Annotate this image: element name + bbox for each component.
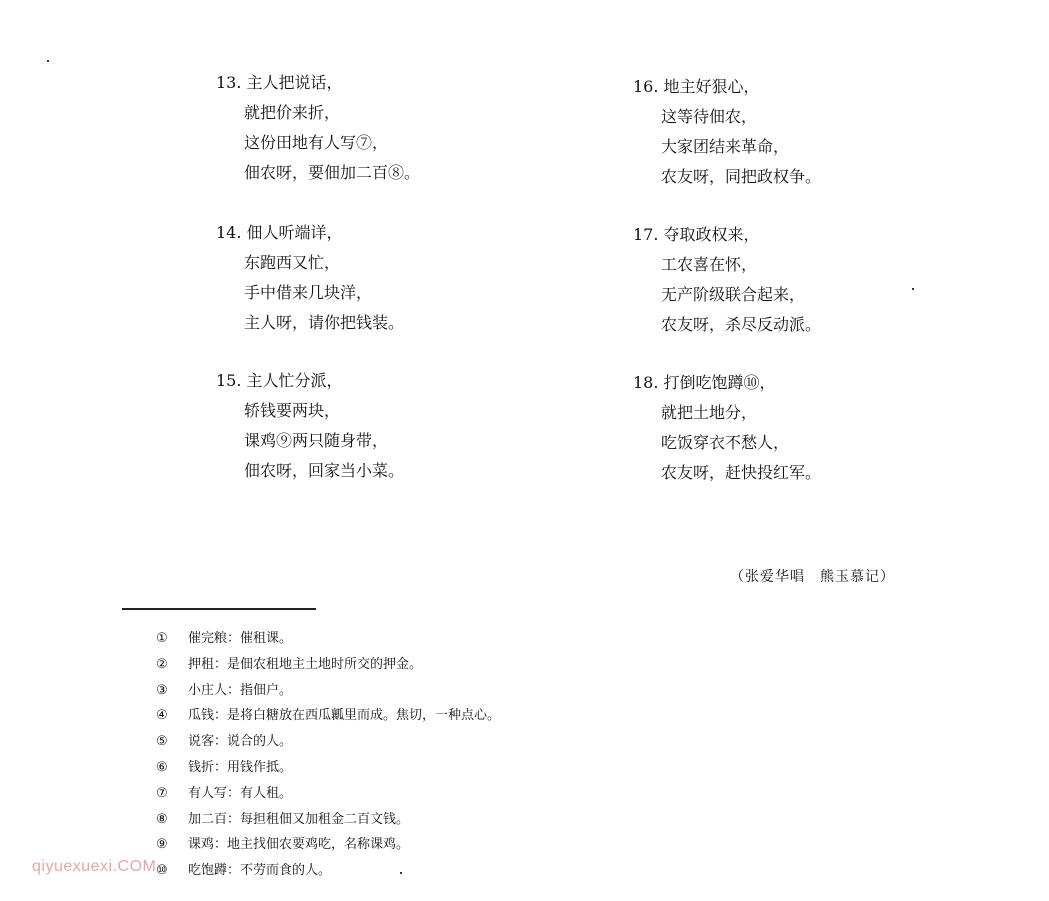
- dot-mark: [47, 60, 49, 62]
- footnote: [156, 807, 500, 833]
- verse-line: 东跑西又忙，: [244, 253, 341, 272]
- footnote-number: ⑨: [156, 837, 168, 853]
- footnote-text: 钱折：用钱作抵。: [188, 759, 293, 775]
- verse-line: 工农喜在怀，: [661, 255, 758, 274]
- verse-line: 主人呀，请你把钱装。: [244, 313, 405, 332]
- footnote-text: 小庄人：指佃户。: [188, 682, 293, 698]
- verse-line: 农友呀，赶快投红军。: [661, 463, 822, 482]
- footnote-number: ④: [156, 708, 168, 724]
- footnote-number: ⑥: [156, 759, 168, 775]
- footnotes-list: [156, 626, 500, 884]
- footnote-text: 课鸡：地主找佃农要鸡吃，名称课鸡。: [188, 837, 410, 853]
- site-watermark: qiyuexuexi.COM: [32, 858, 157, 875]
- footnote: [156, 832, 500, 858]
- footnote-number: ⑤: [156, 734, 168, 750]
- footnote: [156, 678, 500, 704]
- footnote-divider: [122, 608, 316, 610]
- footnote-text: 催完粮：催租课。: [188, 631, 293, 646]
- stanza-17: [633, 220, 821, 340]
- footnote: [156, 858, 500, 884]
- verse-line: 大家团结来革命，: [661, 137, 790, 156]
- footnote: [156, 626, 500, 652]
- footnote-text: 有人写：有人租。: [188, 785, 293, 801]
- footnote: [156, 703, 500, 729]
- singer-recorder-credit: （张爱华唱 熊玉慕记）: [730, 569, 895, 585]
- footnote: [156, 652, 500, 678]
- verse-line: 佃农呀，回家当小菜。: [244, 461, 405, 480]
- stanza-16: [633, 72, 821, 192]
- footnote-number: ②: [156, 656, 168, 672]
- verse-line: 农友呀，杀尽反动派。: [661, 315, 822, 334]
- footnote-text: 押租：是佃农租地主土地时所交的押金。: [188, 656, 423, 672]
- footnote: [156, 781, 500, 807]
- verse-line: 手中借来几块洋，: [244, 283, 373, 302]
- verse-line: 农友呀，同把政权争。: [661, 167, 822, 186]
- verse-line: 课鸡⑨两只随身带，: [244, 431, 389, 450]
- verse-line: 18. 打倒吃饱蹲⑩，: [633, 373, 776, 392]
- verse-line: 就把价来折，: [244, 103, 341, 122]
- footnote: [156, 729, 500, 755]
- verse-line: 无产阶级联合起来，: [661, 285, 806, 304]
- footnote-text: 说客：说合的人。: [188, 734, 293, 750]
- verse-line: 16. 地主好狠心，: [633, 77, 760, 96]
- footnote-number: ①: [156, 631, 168, 646]
- stanza-15: [216, 366, 404, 486]
- verse-line: 就把土地分，: [661, 403, 758, 422]
- verse-line: 佃农呀，要佃加二百⑧。: [244, 163, 421, 182]
- footnote-text: 瓜钱：是将白糖放在西瓜瓤里而成。焦切，一种点心。: [188, 708, 501, 724]
- dot-mark: [912, 288, 914, 290]
- footnote-number: ⑦: [156, 785, 168, 801]
- stanza-18: [633, 368, 821, 488]
- footnote: [156, 755, 500, 781]
- stanza-14: [216, 218, 404, 338]
- verse-line: 15. 主人忙分派，: [216, 371, 343, 390]
- footnote-number: ③: [156, 682, 168, 698]
- verse-line: 这份田地有人写⑦，: [244, 133, 389, 152]
- footnote-text: 吃饱蹲：不劳而食的人。: [188, 863, 332, 879]
- footnote-number: ⑧: [156, 811, 168, 827]
- verse-line: 这等待佃农，: [661, 107, 758, 126]
- verse-line: 轿钱要两块，: [244, 401, 341, 420]
- footnote-number: ⑩: [156, 863, 168, 879]
- verse-line: 14. 佃人听端详，: [216, 223, 343, 242]
- verse-line: 17. 夺取政权来，: [633, 225, 760, 244]
- stanza-13: [216, 68, 420, 188]
- verse-line: 13. 主人把说话，: [216, 73, 343, 92]
- verse-line: 吃饭穿衣不愁人，: [661, 433, 790, 452]
- footnote-text: 加二百：每担租佃又加租金二百文钱。: [188, 811, 410, 827]
